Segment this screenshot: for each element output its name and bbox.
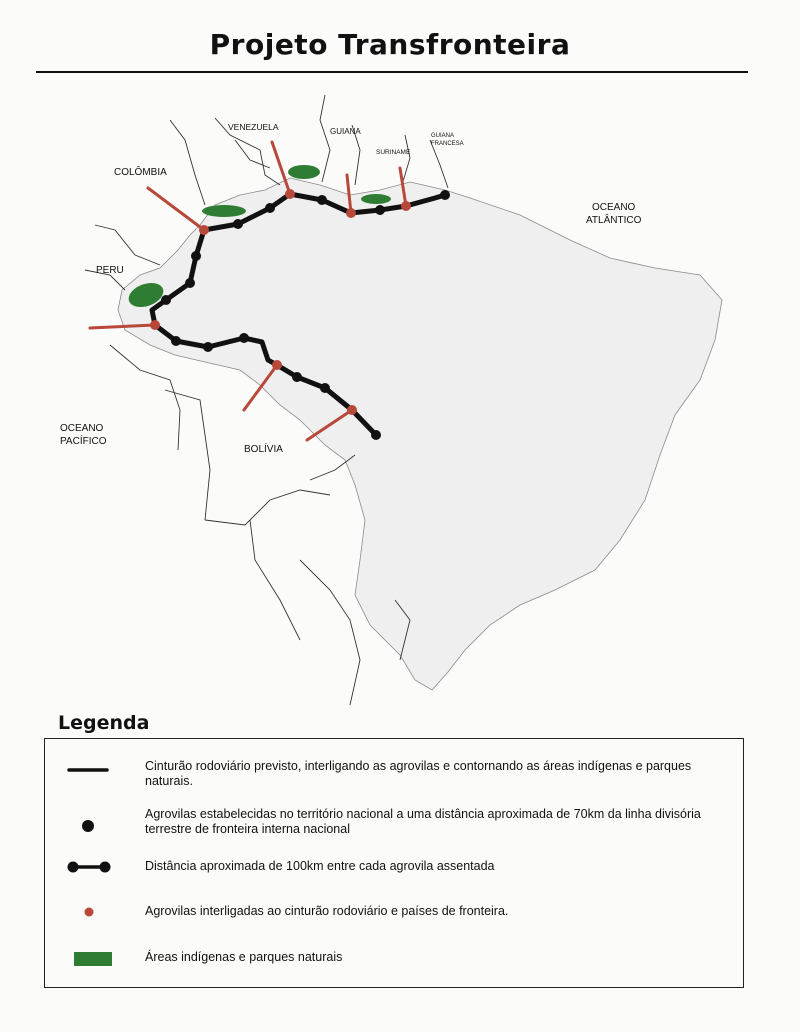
label-oceano-atlantico-2: ATLÂNTICO [586,215,642,226]
agrovila-dot [171,336,181,346]
red-agrovila-dot [285,189,295,199]
park-area [202,205,246,217]
legend-text: Áreas indígenas e parques naturais [145,950,343,964]
legend-text: Agrovilas interligadas ao cinturão rodoviário e países de fronteira. [145,904,509,918]
title-divider [36,71,748,73]
agrovila-dot [265,203,275,213]
agrovila-dot [371,430,381,440]
line-icon [67,767,109,773]
connector-line [148,188,204,230]
red-agrovila-dot [199,225,209,235]
label-oceano-pacifico-1: OCEANO [60,423,104,434]
label-guiana: GUIANA [330,127,361,136]
agrovila-dot [233,219,243,229]
legend [44,738,744,988]
park-area [361,194,391,204]
label-oceano-pacifico-2: PACÍFICO [60,436,107,447]
agrovila-dot [185,278,195,288]
brazil-territory [118,178,722,690]
map [0,80,800,710]
label-guiana-francesa-2: FRANCESA [431,141,464,147]
label-peru: PERU [96,265,124,276]
label-bolivia: BOLÍVIA [244,444,283,455]
park-area [288,165,320,179]
legend-text: Cinturão rodoviário previsto, interligando as agrovilas e contornando as áreas indígenas e parques naturais. [145,759,692,788]
dot-line-dot-icon [67,860,111,874]
red-agrovila-dot [150,320,160,330]
legend-text: Agrovilas estabelecidas no território nacional a uma distância aproximada de 70km da linha divisória terrestre de fronteira interna nacional [145,807,701,836]
dot-icon [81,819,95,833]
agrovila-dot [317,195,327,205]
red-agrovila-dot [272,360,282,370]
green-rect-icon [73,951,113,967]
legend-title: Legenda [58,712,150,734]
label-colombia: COLÔMBIA [114,167,167,178]
page-title: Projeto Transfronteira [209,28,571,61]
red-agrovila-dot [346,208,356,218]
agrovila-dot [320,383,330,393]
red-dot-icon [83,906,95,918]
red-agrovila-dot [347,405,357,415]
agrovila-dot [375,205,385,215]
agrovila-dot [191,251,201,261]
red-agrovila-dot [401,201,411,211]
label-guiana-francesa-1: GUIANA [431,133,455,139]
agrovila-dot [161,295,171,305]
label-venezuela: VENEZUELA [228,122,279,132]
agrovila-dot [292,372,302,382]
agrovila-dot [239,333,249,343]
agrovila-dot [203,342,213,352]
legend-text: Distância aproximada de 100km entre cada agrovila assentada [145,859,495,873]
label-suriname: SURINAME [376,149,411,156]
agrovila-dot [440,190,450,200]
label-oceano-atlantico-1: OCEANO [592,202,636,213]
